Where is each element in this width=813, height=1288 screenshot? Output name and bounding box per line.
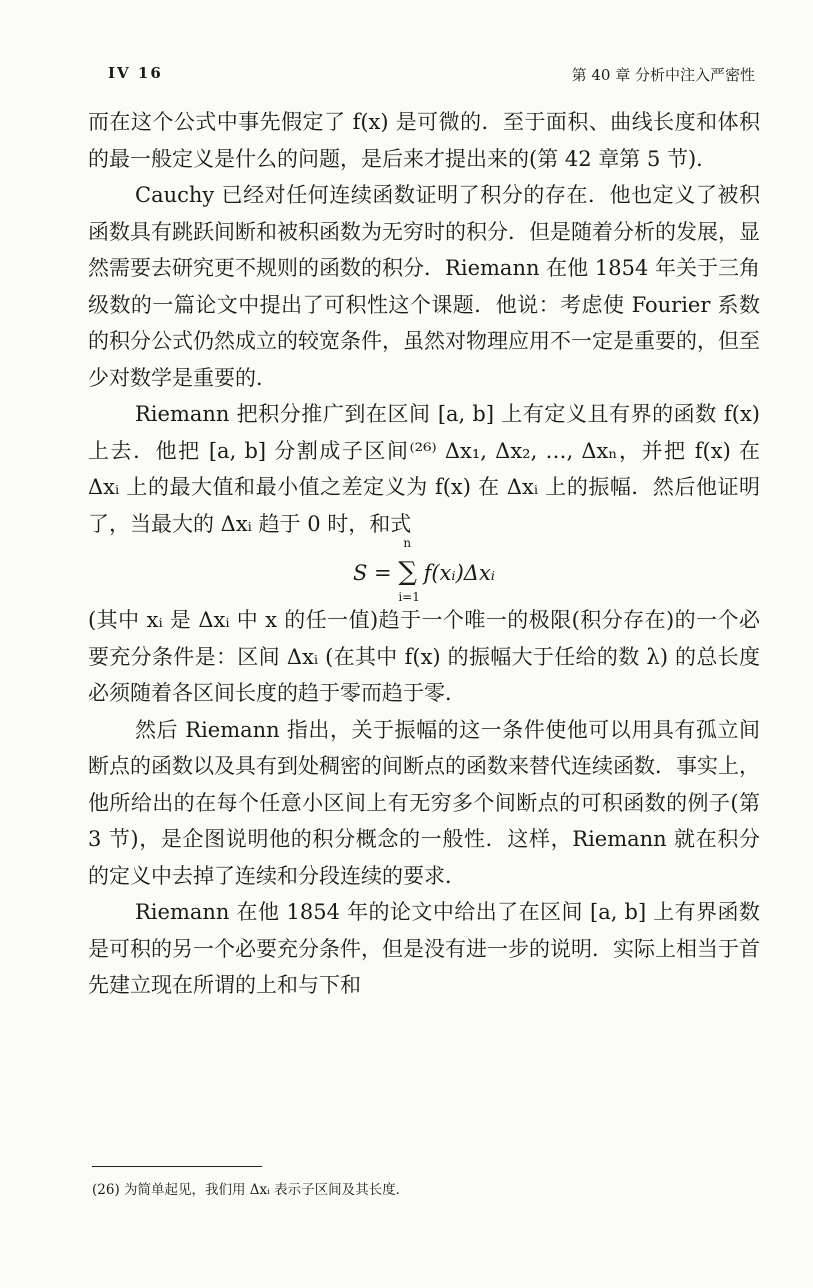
paragraph-1: 而在这个公式中事先假定了 f(x) 是可微的．至于面积、曲线长度和体积的最一般定义是什么的问题，是后来才提出来的(第 42 章第 5 节)． — [88, 110, 760, 171]
paragraph-5: 然后 Riemann 指出，关于振幅的这一条件使他可以用具有孤立间断点的函数以及具有到处稠密的间断点的函数来替代连续函数．事实上，他所给出的在每个任意小区间上有无穷多个间断点的可积函数的例子(第 3 节)，是企图说明他的积分概念的一般性．这样，Riemann 就在积分的定义中去掉了连续和分段连续的要求． — [88, 717, 760, 888]
main-text — [88, 104, 760, 1004]
formula-rhs: f(xᵢ)Δxᵢ — [423, 561, 496, 585]
sum-lower-limit: i=1 — [398, 590, 420, 604]
riemann-sum-formula — [88, 536, 760, 604]
formula-lhs: S = — [352, 561, 399, 585]
page-number: IV 16 — [108, 64, 163, 82]
page-header — [108, 64, 755, 92]
sum-upper-limit: n — [403, 536, 412, 550]
sum-sign: ∑ n i=1 — [398, 536, 420, 604]
footnote-divider — [92, 1166, 262, 1167]
paragraph-4: (其中 xᵢ 是 Δxᵢ 中 x 的任一值)趋于一个唯一的极限(积分存在)的一个必要充分条件是：区间 Δxᵢ (在其中 f(x) 的振幅大于任给的数 λ) 的总长度必须随着各区间长度的趋于零而趋于零． — [88, 608, 760, 705]
paragraph-3: Riemann 把积分推广到在区间 [a, b] 上有定义且有界的函数 f(x) 上去．他把 [a, b] 分割成子区间⁽²⁶⁾ Δx₁, Δx₂, …, Δxₙ，并把 f(x) 在 Δxᵢ 上的最大值和最小值之差定义为 f(x) 在 Δxᵢ 上的振幅．然后他证明了，当最大的 Δxᵢ 趋于 0 时，和式 — [88, 402, 760, 536]
chapter-title: 第 40 章 分析中注入严密性 — [571, 66, 755, 84]
footnote: (26) 为简单起见，我们用 Δxᵢ 表示子区间及其长度． — [92, 1182, 410, 1198]
paragraph-2: Cauchy 已经对任何连续函数证明了积分的存在．他也定义了被积函数具有跳跃间断和被积函数为无穷时的积分．但是随着分析的发展，显然需要去研究更不规则的函数的积分．Riemann 在他 1854 年关于三角级数的一篇论文中提出了可积性这个课题．他说：考虑使 Fourier 系数的积分公式仍然成立的较宽条件，虽然对物理应用不一定是重要的，但至少对数学是重要的． — [88, 183, 760, 390]
paragraph-6: Riemann 在他 1854 年的论文中给出了在区间 [a, b] 上有界函数是可积的另一个必要充分条件，但是没有进一步的说明．实际上相当于首先建立现在所谓的上和与下和 — [88, 900, 760, 997]
